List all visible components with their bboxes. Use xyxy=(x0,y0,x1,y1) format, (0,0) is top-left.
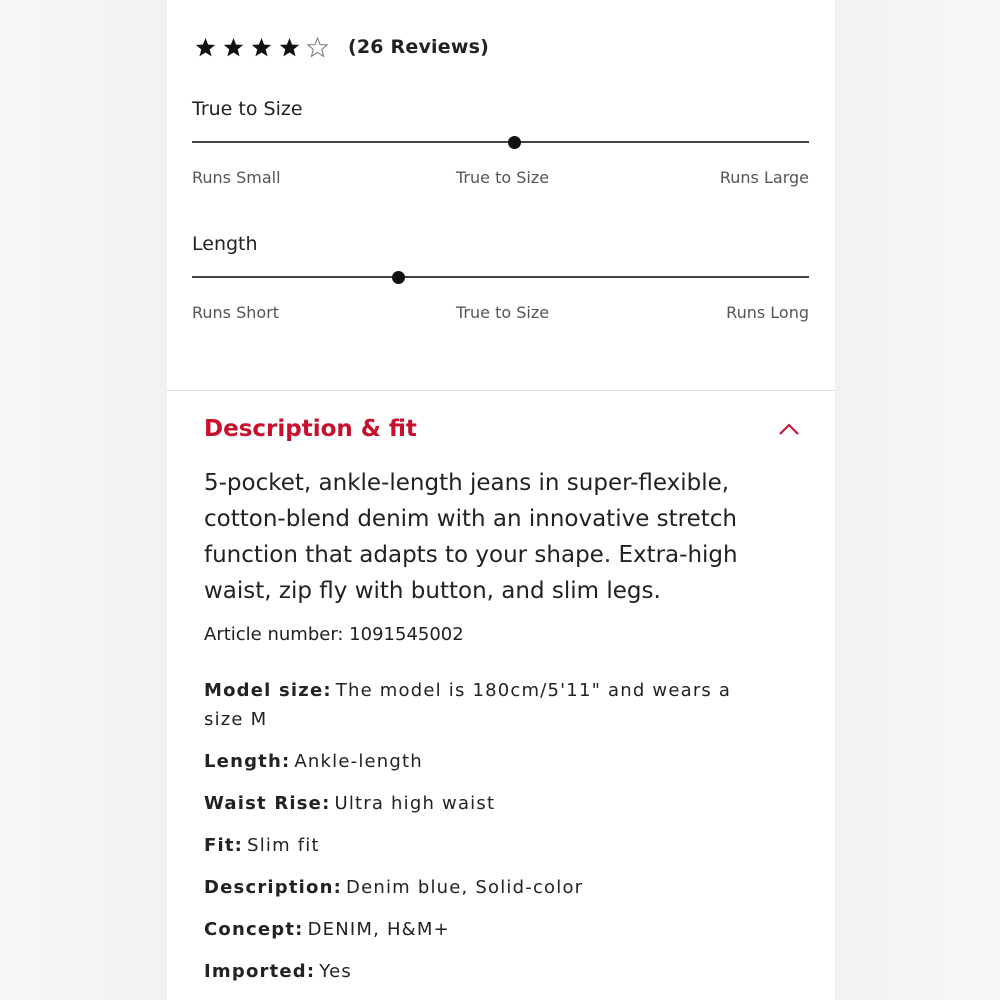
star-filled-icon xyxy=(279,37,300,58)
attribute-label: Description: xyxy=(204,877,343,898)
scale-mid-label: True to Size xyxy=(456,303,550,322)
attribute-label: Waist Rise: xyxy=(204,793,331,814)
scale-high-label: Runs Long xyxy=(726,303,809,322)
fit-metric-scale xyxy=(192,303,809,323)
scale-low-label: Runs Small xyxy=(192,168,281,187)
page-background-left xyxy=(0,0,167,1000)
star-filled-icon xyxy=(251,37,272,58)
star-filled-icon xyxy=(195,37,216,58)
attribute-label: Fit: xyxy=(204,835,244,856)
reviews-count[interactable]: (26 Reviews) xyxy=(348,36,489,58)
star-empty-icon xyxy=(307,37,328,58)
attribute-value: The model is 180cm/5'11" and wears a size M xyxy=(204,680,732,730)
description-body: 5-pocket, ankle-length jeans in super-flexible, cotton-blend denim with an innovative stretch function that adapts to your shape. Extra-high waist, zip fly with button, and slim legs. xyxy=(204,470,738,604)
product-details-panel xyxy=(167,0,835,1000)
attribute-length xyxy=(204,747,764,776)
scale-high-label: Runs Large xyxy=(719,168,809,187)
attribute-concept xyxy=(204,915,764,944)
article-number: Article number: 1091545002 xyxy=(204,624,464,645)
attribute-label: Concept: xyxy=(204,919,304,940)
attribute-value: DENIM, H&M+ xyxy=(307,919,450,940)
attribute-value: Ultra high waist xyxy=(334,793,496,814)
attribute-imported xyxy=(204,957,764,986)
scale-mid-label: True to Size xyxy=(456,168,550,187)
attribute-list xyxy=(204,676,764,999)
attribute-value: Yes xyxy=(319,961,352,982)
description-title: Description & fit xyxy=(204,416,417,442)
attribute-value: Denim blue, Solid-color xyxy=(346,877,584,898)
fit-metric-track xyxy=(192,141,809,143)
fit-metric-title: Length xyxy=(192,233,258,255)
description-accordion-header[interactable] xyxy=(204,412,800,446)
star-rating xyxy=(195,37,328,58)
attribute-value: Slim fit xyxy=(247,835,320,856)
attribute-label: Imported: xyxy=(204,961,316,982)
page-background-right xyxy=(835,0,1000,1000)
attribute-description xyxy=(204,873,764,902)
reviews-summary[interactable] xyxy=(195,34,489,60)
fit-metric-track xyxy=(192,276,809,278)
fit-metric-title: True to Size xyxy=(192,98,303,120)
attribute-label: Length: xyxy=(204,751,291,772)
attribute-model-size xyxy=(204,676,764,734)
fit-metric-length xyxy=(192,233,809,322)
star-filled-icon xyxy=(223,37,244,58)
attribute-label: Model size: xyxy=(204,680,332,701)
fit-metric-indicator xyxy=(392,271,405,284)
section-divider xyxy=(167,390,835,391)
fit-metric-scale xyxy=(192,168,809,188)
fit-metric-size xyxy=(192,98,809,187)
attribute-fit xyxy=(204,831,764,860)
chevron-up-icon[interactable] xyxy=(778,422,800,436)
scale-low-label: Runs Short xyxy=(192,303,280,322)
attribute-waist-rise xyxy=(204,789,764,818)
fit-metric-indicator xyxy=(508,136,521,149)
attribute-value: Ankle-length xyxy=(294,751,423,772)
